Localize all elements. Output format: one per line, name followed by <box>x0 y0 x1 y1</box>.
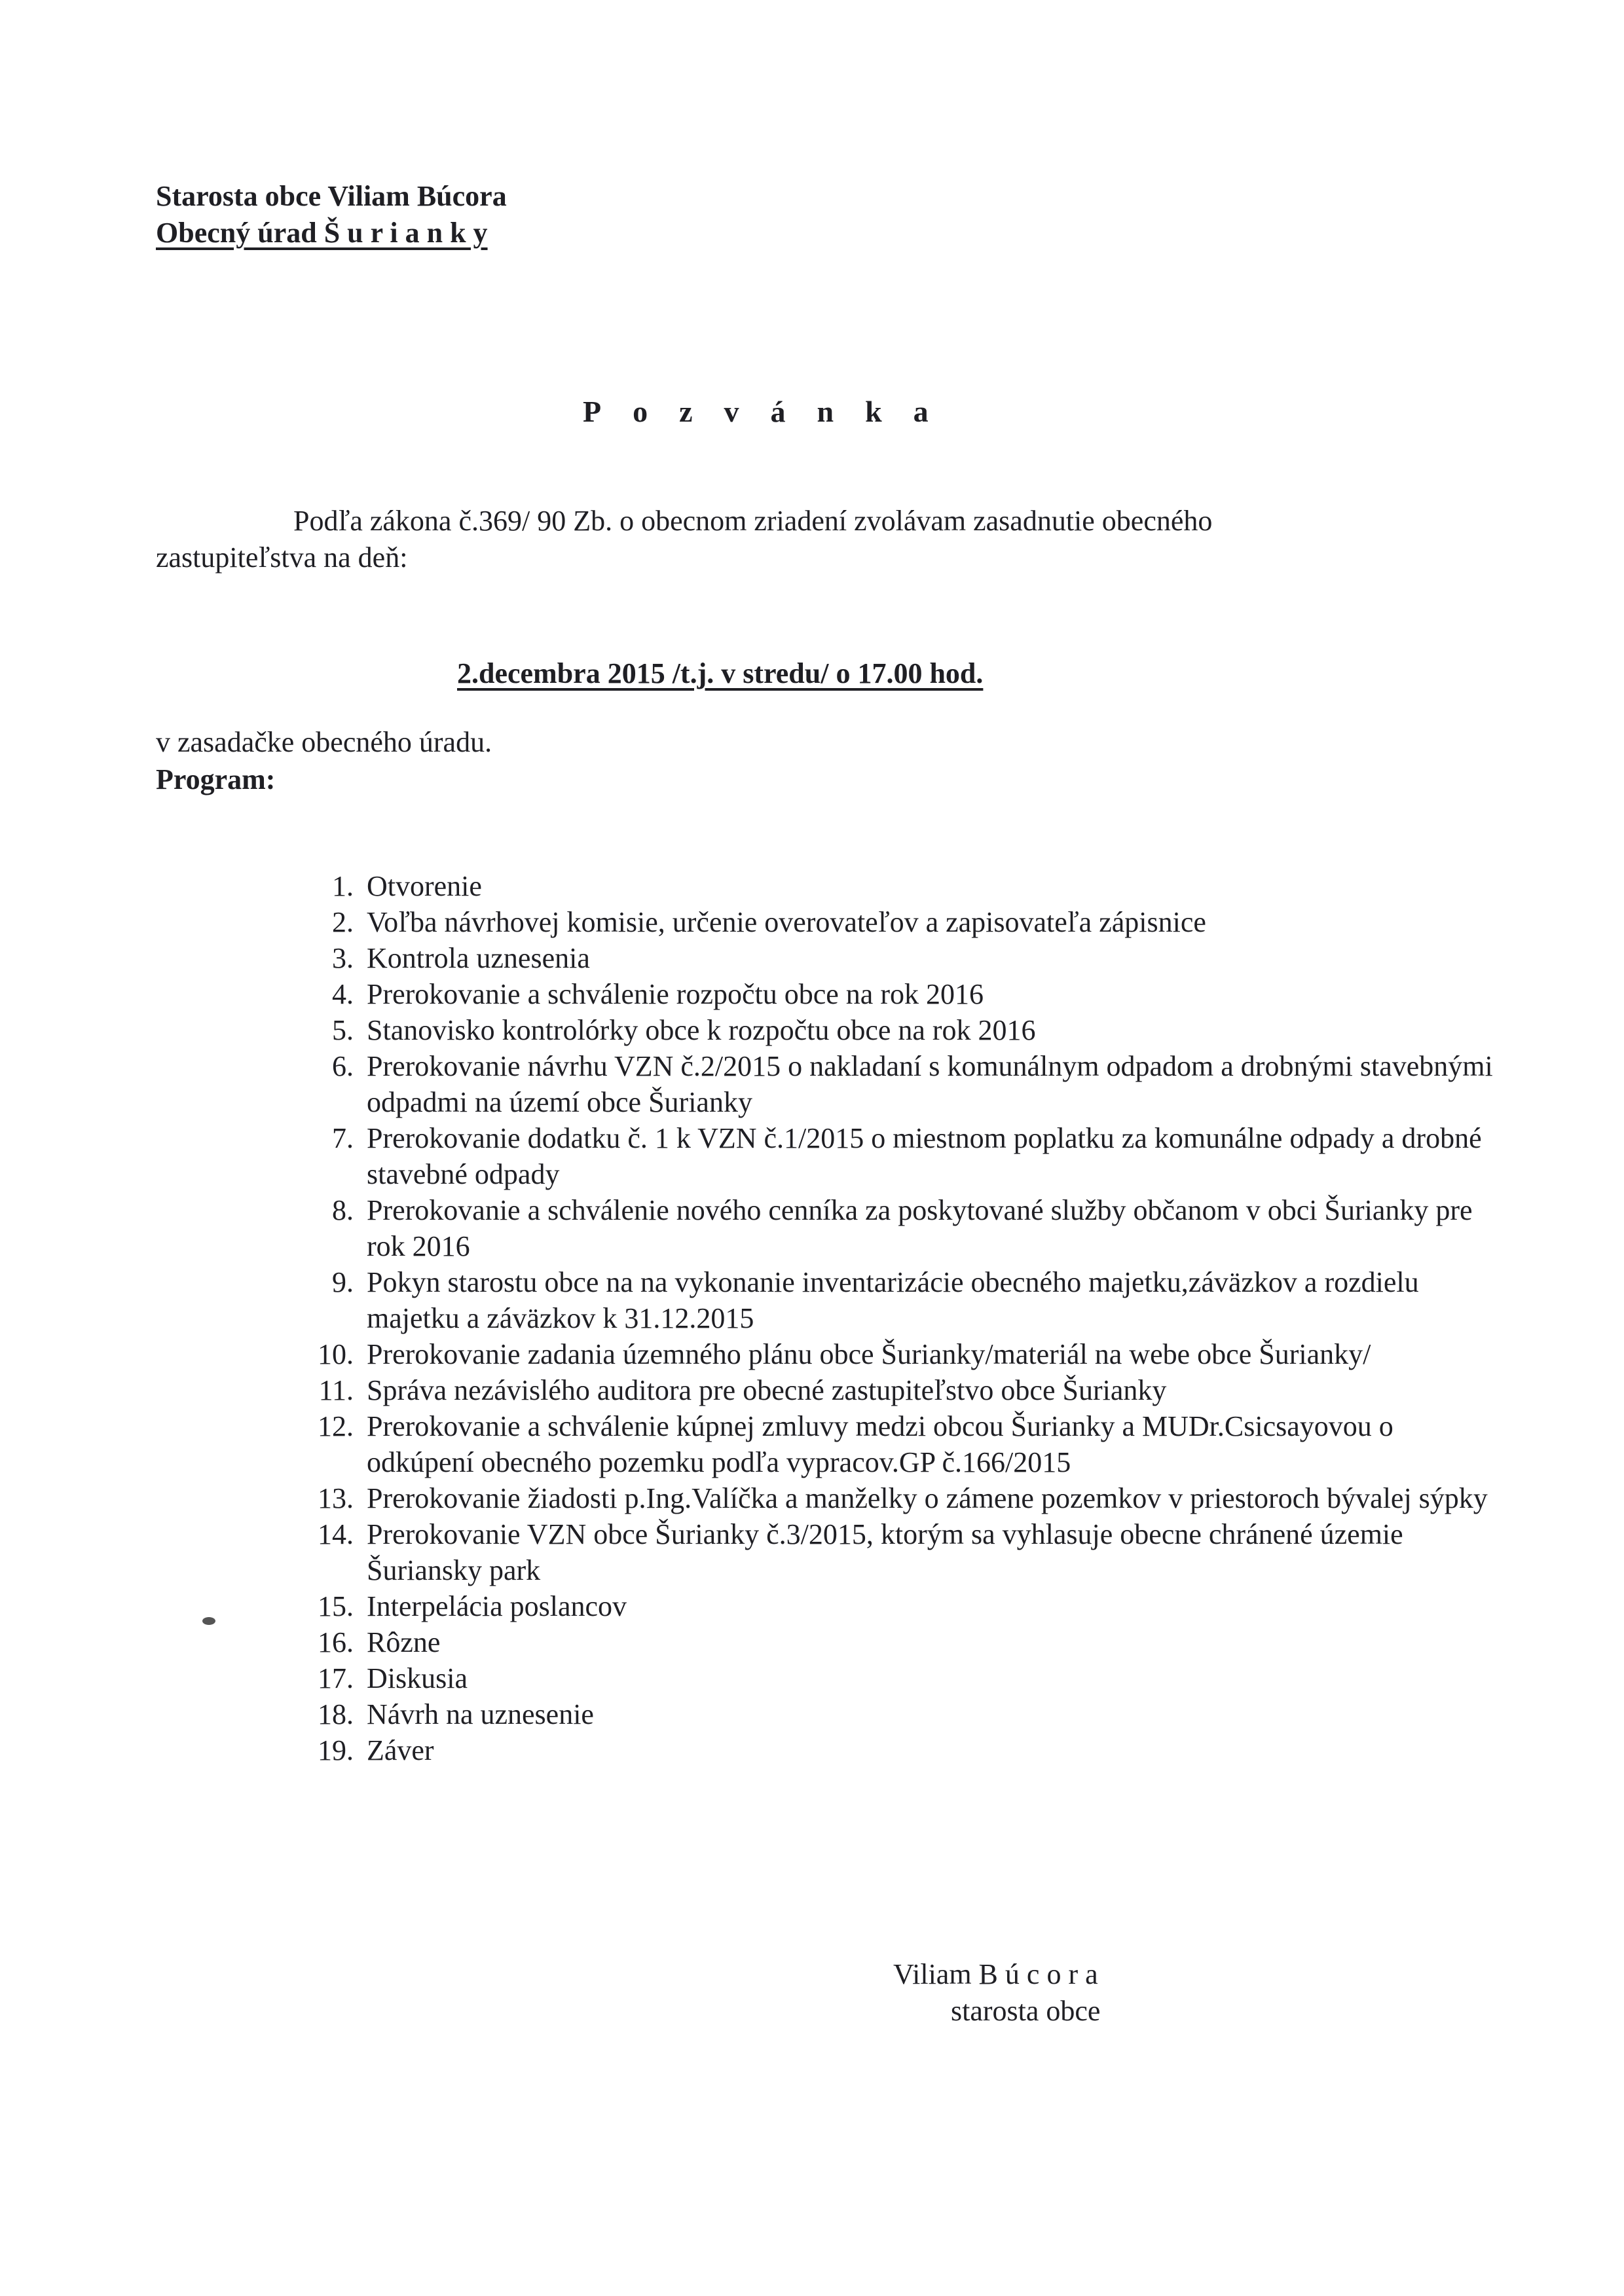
agenda-item-text: Záver <box>367 1734 434 1766</box>
agenda-list <box>282 868 1493 1768</box>
agenda-item-number: 11. <box>318 1374 354 1406</box>
meeting-place: v zasadačke obecného úradu. <box>156 726 492 758</box>
agenda-item-number: 8. <box>332 1194 354 1226</box>
agenda-item-text: Voľba návrhovej komisie, určenie overovateľov a zapisovateľa zápisnice <box>367 906 1206 938</box>
agenda-item-number: 9. <box>332 1266 354 1298</box>
agenda-item <box>282 1516 1493 1588</box>
agenda-item-number: 18. <box>318 1698 354 1730</box>
agenda-item-text: Prerokovanie a schválenie nového cenníka za poskytované služby občanom v obci Šurianky pre rok 2016 <box>367 1194 1473 1262</box>
agenda-item <box>282 1696 1493 1732</box>
agenda-item-number: 6. <box>332 1050 354 1082</box>
agenda-item <box>282 868 1493 904</box>
agenda-item-text: Otvorenie <box>367 870 482 902</box>
intro-paragraph <box>156 503 1400 576</box>
agenda-item <box>282 1120 1493 1192</box>
agenda-item-text: Kontrola uznesenia <box>367 942 590 974</box>
agenda-item-number: 12. <box>318 1410 354 1442</box>
agenda-item <box>282 1372 1493 1408</box>
agenda-item-text: Stanovisko kontrolórky obce k rozpočtu obce na rok 2016 <box>367 1014 1036 1046</box>
agenda-item <box>282 1588 1493 1624</box>
agenda-item <box>282 1660 1493 1696</box>
agenda-item-text: Prerokovanie a schválenie kúpnej zmluvy medzi obcou Šurianky a MUDr.Csicsayovou o odkúpení obecného pozemku podľa vypracov.GP č.166/2015 <box>367 1410 1393 1478</box>
signature-block <box>893 1956 1100 2030</box>
agenda-item-number: 3. <box>332 942 354 974</box>
agenda-item-number: 5. <box>332 1014 354 1046</box>
mayor-line: Starosta obce Viliam Búcora <box>156 180 507 212</box>
intro-line-1: Podľa zákona č.369/ 90 Zb. o obecnom zriadení zvolávam zasadnutie obecného <box>293 505 1213 537</box>
agenda-item-text: Návrh na uznesenie <box>367 1698 594 1730</box>
letterhead <box>156 178 507 251</box>
signatory-name: Viliam B ú c o r a <box>893 1958 1098 1990</box>
agenda-item-text: Prerokovanie VZN obce Šurianky č.3/2015, ktorým sa vyhlasuje obecne chránené územie Šuriansky park <box>367 1518 1403 1586</box>
document-title: Pozvánka <box>583 395 960 428</box>
agenda-item-number: 14. <box>318 1518 354 1550</box>
agenda-item-number: 17. <box>318 1662 354 1694</box>
agenda-item-text: Rôzne <box>367 1626 441 1658</box>
program-heading: Program: <box>156 763 276 795</box>
agenda-item-text: Interpelácia poslancov <box>367 1590 627 1622</box>
signatory-role: starosta obce <box>951 1995 1101 2027</box>
agenda-item <box>282 1264 1493 1336</box>
agenda-item <box>282 940 1493 976</box>
agenda-item <box>282 1408 1493 1480</box>
agenda-item-number: 10. <box>318 1338 354 1370</box>
agenda-item-text: Pokyn starostu obce na na vykonanie inventarizácie obecného majetku,záväzkov a rozdielu majetku a záväzkov k 31.12.2015 <box>367 1266 1419 1334</box>
agenda-item <box>282 1048 1493 1120</box>
scan-speck <box>202 1617 215 1625</box>
agenda-item-number: 15. <box>318 1590 354 1622</box>
agenda-item <box>282 1192 1493 1264</box>
agenda-item-number: 4. <box>332 978 354 1010</box>
agenda-item <box>282 904 1493 940</box>
intro-line-2: zastupiteľstva na deň: <box>156 541 408 574</box>
agenda-item <box>282 976 1493 1012</box>
agenda-item-number: 7. <box>332 1122 354 1154</box>
agenda-item <box>282 1732 1493 1768</box>
agenda-item-text: Prerokovanie a schválenie rozpočtu obce na rok 2016 <box>367 978 984 1010</box>
agenda-item-number: 19. <box>318 1734 354 1766</box>
agenda-item-text: Správa nezávislého auditora pre obecné zastupiteľstvo obce Šurianky <box>367 1374 1167 1406</box>
meeting-date: 2.decembra 2015 /t.j. v stredu/ o 17.00 hod. <box>457 657 984 689</box>
agenda-item <box>282 1012 1493 1048</box>
agenda-item-text: Prerokovanie návrhu VZN č.2/2015 o nakladaní s komunálnym odpadom a drobnými stavebnými odpadmi na území obce Šurianky <box>367 1050 1493 1118</box>
agenda-item-number: 13. <box>318 1482 354 1514</box>
agenda-item-text: Diskusia <box>367 1662 468 1694</box>
agenda-item <box>282 1336 1493 1372</box>
agenda-item-number: 16. <box>318 1626 354 1658</box>
agenda-item-text: Prerokovanie žiadosti p.Ing.Valíčka a manželky o zámene pozemkov v priestoroch bývalej sýpky <box>367 1482 1488 1514</box>
agenda-item <box>282 1624 1493 1660</box>
agenda-item-text: Prerokovanie zadania územného plánu obce Šurianky/materiál na webe obce Šurianky/ <box>367 1338 1371 1370</box>
agenda-item <box>282 1480 1493 1516</box>
office-line: Obecný úrad Š u r i a n k y <box>156 217 488 249</box>
agenda-item-number: 2. <box>332 906 354 938</box>
agenda-item-text: Prerokovanie dodatku č. 1 k VZN č.1/2015 o miestnom poplatku za komunálne odpady a drobné stavebné odpady <box>367 1122 1482 1190</box>
agenda-item-number: 1. <box>332 870 354 902</box>
